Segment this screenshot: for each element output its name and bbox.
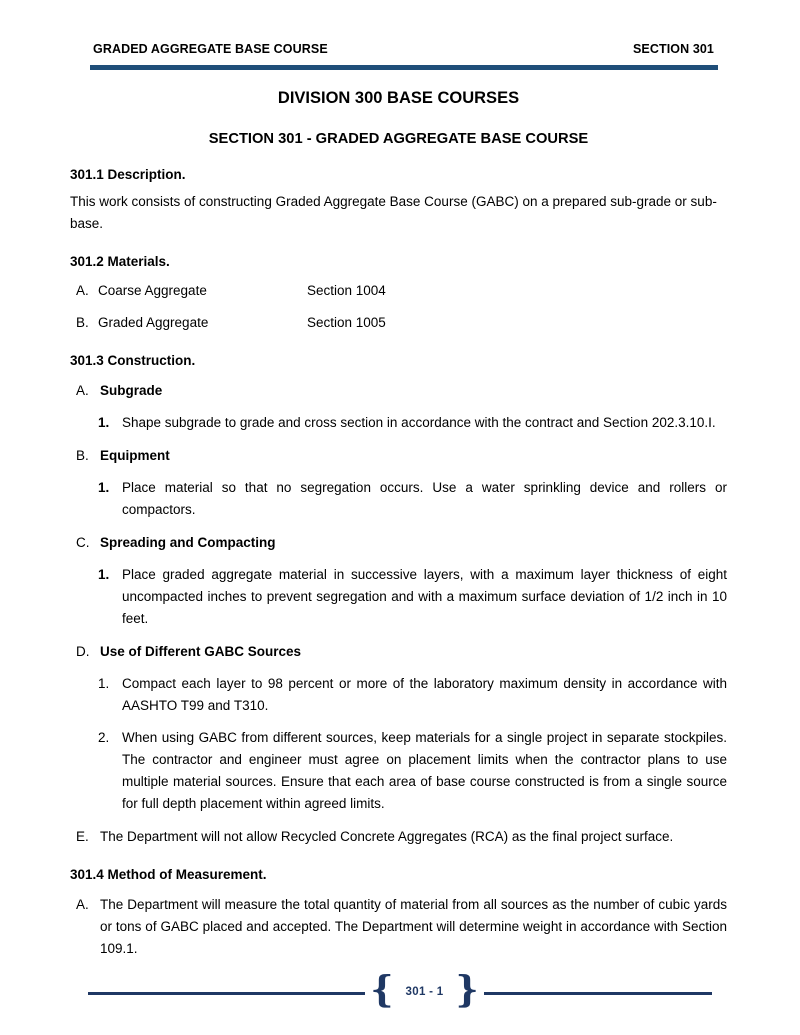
item-text: Compact each layer to 98 percent or more of the laboratory maximum density in accordance with AASHTO T99 and T310. (122, 676, 727, 713)
page-header (93, 42, 714, 56)
material-section-ref: Section 1004 (307, 283, 386, 298)
footer-rule-right (484, 992, 712, 995)
page-footer (0, 969, 800, 1011)
subsection-text: The Department will not allow Recycled Concrete Aggregates (RCA) as the final project surface. (100, 829, 674, 844)
subsection-title: Equipment (100, 448, 170, 463)
item-text: Shape subgrade to grade and cross section in accordance with the contract and Section 202.3.10.I. (122, 415, 716, 430)
item-number: 1. (98, 480, 110, 495)
subsection-title: Subgrade (100, 383, 163, 398)
numbered-item (98, 564, 727, 630)
heading-301-4-method-of-measurement: 301.4 Method of Measurement. (70, 867, 267, 882)
numbered-item (98, 412, 727, 434)
subsection-label: D. (76, 644, 90, 659)
item-text: When using GABC from different sources, keep materials for a single project in separate stockpiles. The contractor and engineer must agree on placement limits when the contractor plans to use multiple material sources. Ensure that each area of base course constructed is from a single source for full depth placement within agreed limits. (122, 730, 727, 811)
item-number: 1. (98, 567, 110, 582)
subsection-label: E. (76, 829, 89, 844)
material-row-graded-aggregate (70, 312, 727, 334)
numbered-item (98, 673, 727, 717)
subsection-label: A. (76, 897, 89, 912)
material-label: A. (76, 283, 89, 298)
footer-rule-left (88, 992, 365, 995)
subsection-e-rca-restriction (70, 826, 727, 848)
item-number: 2. (98, 730, 110, 745)
subsection-c-spreading-and-compacting (70, 532, 727, 554)
page-number: 301 - 1 (405, 986, 444, 998)
header-left-title: GRADED AGGREGATE BASE COURSE (93, 42, 328, 56)
document-body (70, 88, 727, 960)
material-name: Graded Aggregate (98, 315, 209, 330)
heading-301-2-materials: 301.2 Materials. (70, 254, 170, 269)
header-rule (90, 65, 718, 70)
header-right-title: SECTION 301 (633, 42, 714, 56)
item-text: Place graded aggregate material in successive layers, with a maximum layer thickness of eight uncompacted inches to prevent segregation and with a maximum surface deviation of 1/2 inch in 10 feet. (122, 567, 727, 626)
material-name: Coarse Aggregate (98, 283, 207, 298)
subsection-title: Spreading and Compacting (100, 535, 276, 550)
footer-brace-left: { (370, 969, 394, 1011)
subsection-a-measurement (70, 894, 727, 960)
material-row-coarse-aggregate (70, 280, 727, 302)
subsection-d-gabc-sources (70, 641, 727, 663)
material-section-ref: Section 1005 (307, 315, 386, 330)
subsection-title: Use of Different GABC Sources (100, 644, 302, 659)
description-paragraph: This work consists of constructing Graded Aggregate Base Course (GABC) on a prepared sub-grade or sub-base. (70, 194, 717, 231)
subsection-a-subgrade (70, 380, 727, 402)
subsection-label: A. (76, 383, 89, 398)
numbered-item (98, 727, 727, 815)
subsection-text: The Department will measure the total quantity of material from all sources as the number of cubic yards or tons of GABC placed and accepted. The Department will determine weight in accordance with Section 109.1. (100, 897, 727, 956)
subsection-label: C. (76, 535, 90, 550)
item-number: 1. (98, 676, 110, 691)
subsection-b-equipment (70, 445, 727, 467)
numbered-item (98, 477, 727, 521)
heading-301-1-description: 301.1 Description. (70, 167, 186, 182)
item-number: 1. (98, 415, 110, 430)
footer-brace-right: } (455, 969, 479, 1011)
division-title: DIVISION 300 BASE COURSES (277, 89, 520, 107)
subsection-label: B. (76, 448, 89, 463)
material-label: B. (76, 315, 89, 330)
item-text: Place material so that no segregation occurs. Use a water sprinkling device and rollers or compactors. (122, 480, 727, 517)
section-title: SECTION 301 - GRADED AGGREGATE BASE COURSE (208, 131, 589, 147)
heading-301-3-construction: 301.3 Construction. (70, 353, 196, 368)
